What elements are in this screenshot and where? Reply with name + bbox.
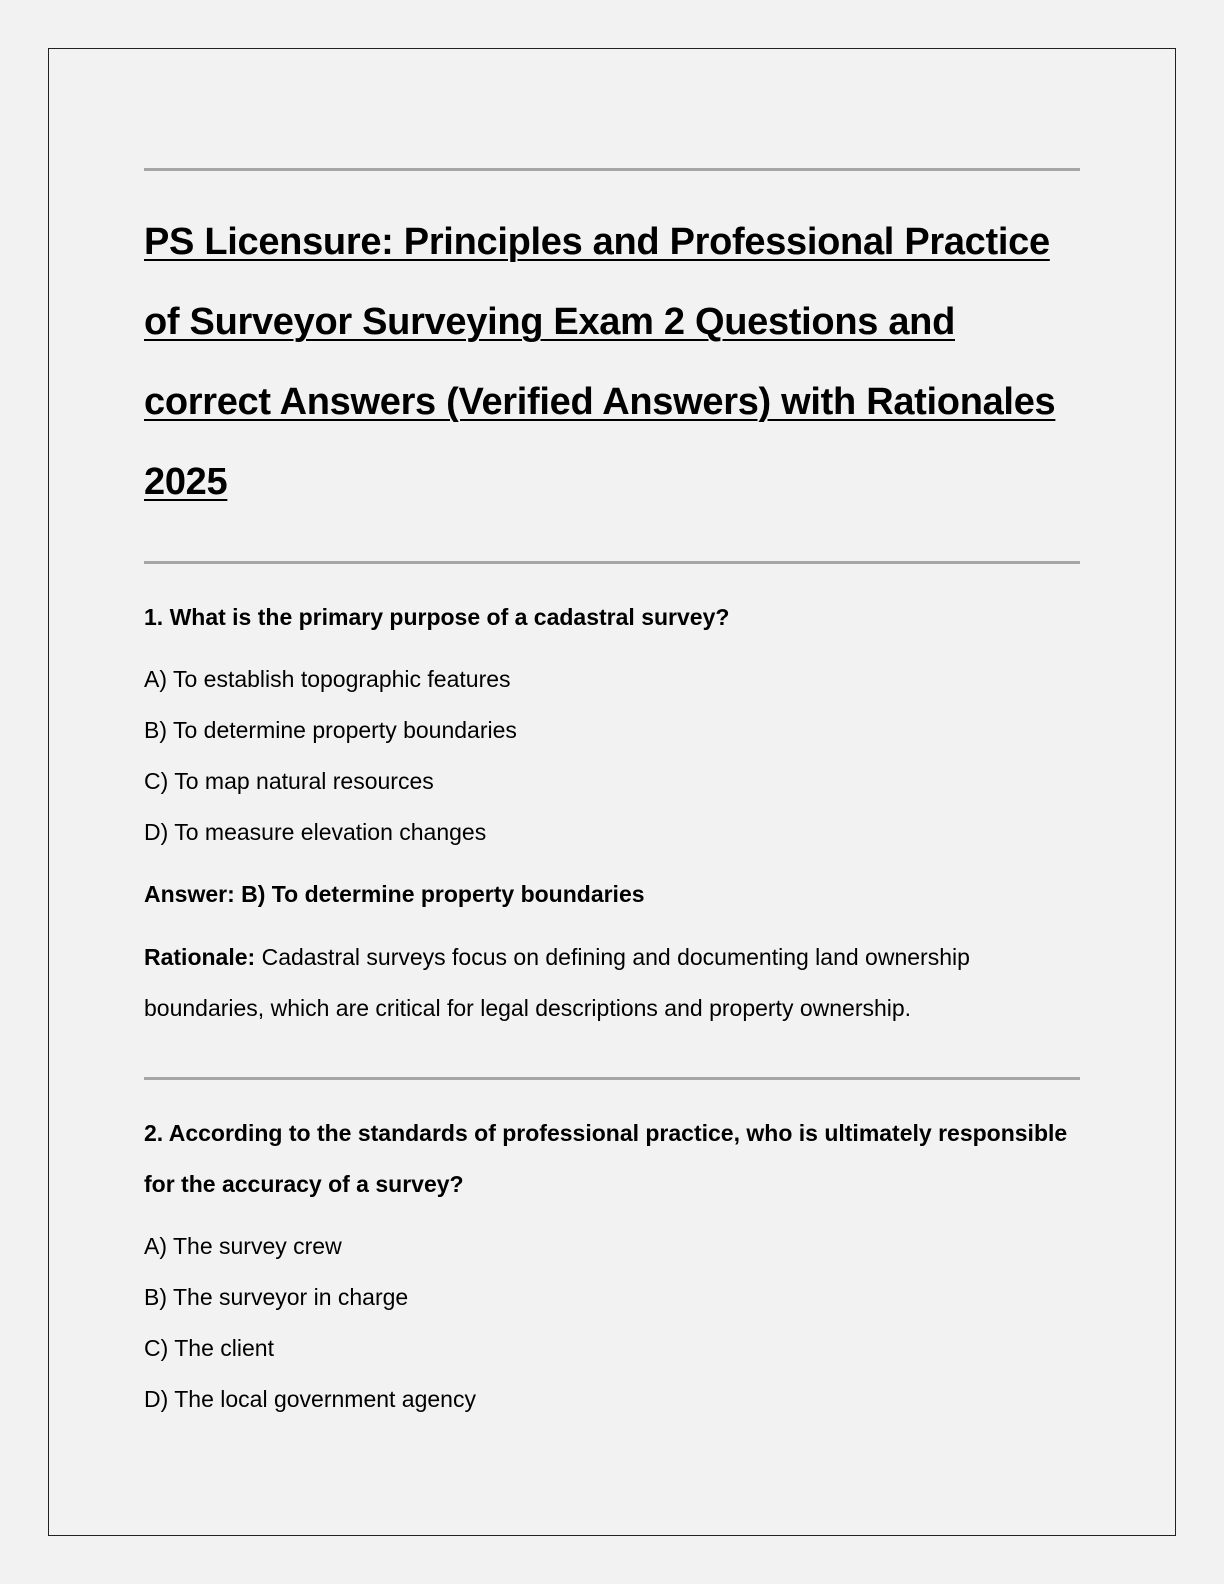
document-title: PS Licensure: Principles and Professional Practice of Surveyor Surveying Exam 2 Questions and correct Answers (Verified Answers) with Rationales 2025 bbox=[144, 221, 1056, 503]
question-1-rationale bbox=[144, 932, 1080, 1034]
question-2-option-b: B) The surveyor in charge bbox=[144, 1284, 409, 1310]
question-2-option-c: C) The client bbox=[144, 1335, 274, 1361]
question-1-option-b: B) To determine property boundaries bbox=[144, 717, 517, 743]
question-1-option-a: A) To establish topographic features bbox=[144, 666, 511, 692]
horizontal-rule-2 bbox=[144, 1077, 1080, 1080]
horizontal-rule-1 bbox=[144, 561, 1080, 564]
question-2-option-d: D) The local government agency bbox=[144, 1386, 476, 1412]
rationale-label: Rationale: bbox=[144, 944, 256, 970]
horizontal-rule-top bbox=[144, 168, 1080, 171]
question-1-option-c: C) To map natural resources bbox=[144, 768, 434, 794]
question-1-answer: Answer: B) To determine property boundaries bbox=[144, 881, 645, 907]
rationale-text: Cadastral surveys focus on defining and documenting land ownership boundaries, which are critical for legal descriptions and property ownership. bbox=[144, 944, 970, 1021]
question-2-text: 2. According to the standards of professional practice, who is ultimately responsible for the accuracy of a survey? bbox=[144, 1120, 1068, 1197]
question-1-option-d: D) To measure elevation changes bbox=[144, 819, 487, 845]
question-1-text: 1. What is the primary purpose of a cadastral survey? bbox=[144, 604, 730, 630]
question-2-option-a: A) The survey crew bbox=[144, 1233, 342, 1259]
